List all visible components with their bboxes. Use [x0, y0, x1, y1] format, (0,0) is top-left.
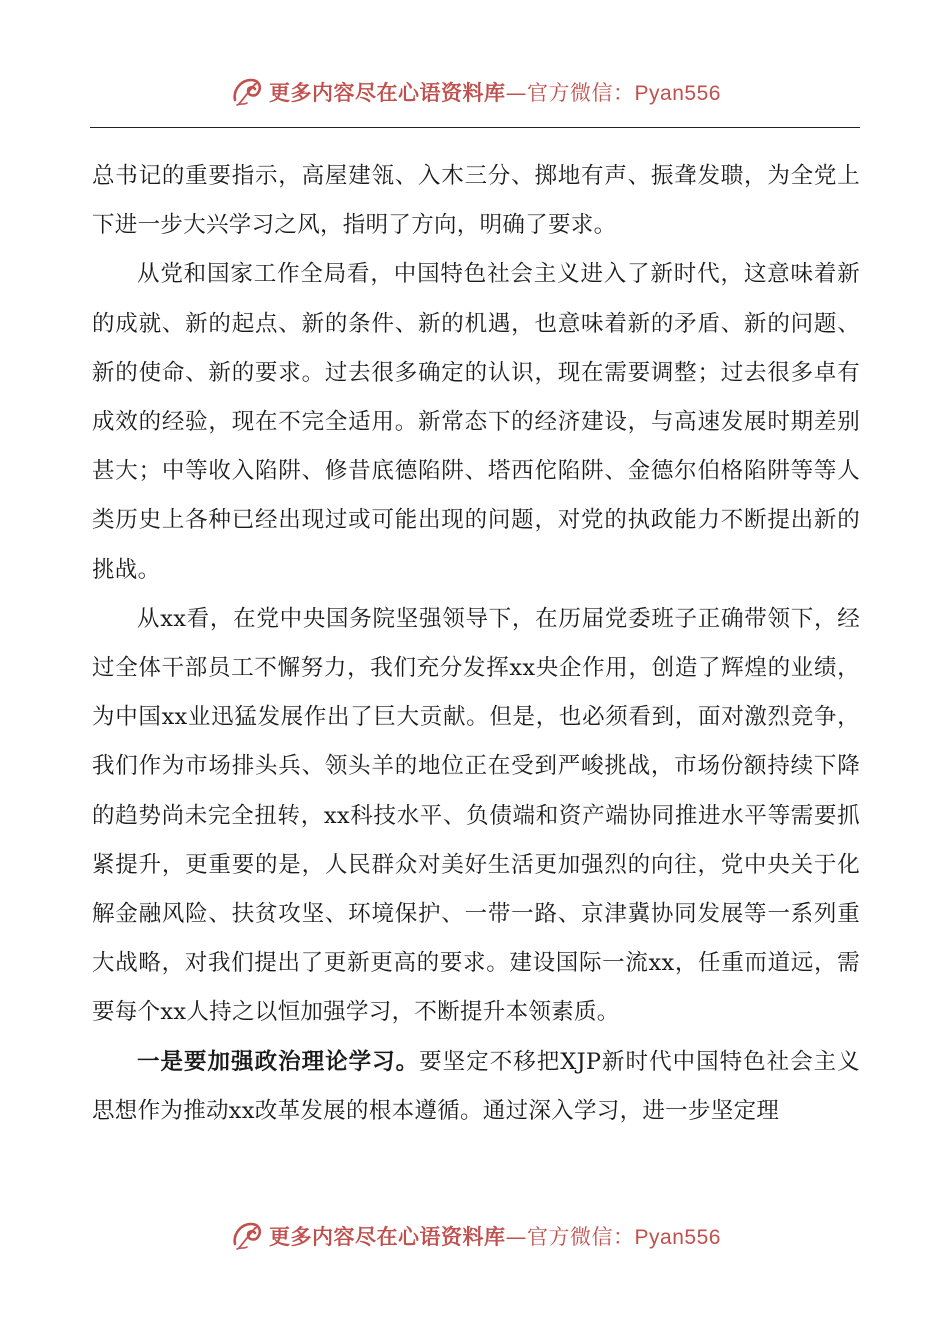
body-paragraph-1: 总书记的重要指示，高屋建瓴、入木三分、掷地有声、振聋发聩，为全党上下进一步大兴学习之风，指明了方向，明确了要求。: [92, 163, 860, 239]
footer-official-text: —官方微信：: [505, 1225, 635, 1249]
body-paragraph-3: 从xx看，在党中央国务院坚强领导下，在历届党委班子正确带领下，经过全体干部员工不懈努力，我们充分发挥xx央企作用，创造了辉煌的业绩，为中国xx业迅猛发展作出了巨大贡献。但是，也必须看到，面对激烈竞争，我们作为市场排头兵、领头羊的地位正在受到严峻挑战，市场份额持续下降的趋势尚未完全扭转，xx科技水平、负债端和资产端协同推进水平等需要抓紧提升，更重要的是，人民群众对美好生活更加强烈的向往，党中央关于化解金融风险、扶贫攻坚、环境保护、一带一路、京津冀协同发展等一系列重大战略，对我们提出了更新更高的要求。建设国际一流xx，任重而道远，需要每个xx人持之以恒加强学习，不断提升本领素质。: [92, 605, 860, 1026]
section-lead-text: 要坚定不移把XJP新时代中国特色社会主义思想作为推动xx改革发展的根本遵循。通过深入学习，进一步坚定理: [92, 1048, 860, 1124]
body-paragraph-4: [92, 1038, 860, 1136]
header-official-text: —官方微信：: [505, 81, 635, 105]
footer-library-text: 更多内容尽在心语资料库: [269, 1224, 506, 1249]
footer-watermark: [0, 1214, 950, 1258]
footer-watermark-text: [269, 1221, 721, 1251]
body-paragraph-2: 从党和国家工作全局看，中国特色社会主义进入了新时代，这意味着新的成就、新的起点、新的条件、新的机遇，也意味着新的矛盾、新的问题、新的使命、新的要求。过去很多确定的认识，现在需要调整；过去很多卓有成效的经验，现在不完全适用。新常态下的经济建设，与高速发展时期差别甚大；中等收入陷阱、修昔底德陷阱、塔西佗陷阱、金德尔伯格陷阱等等人类历史上各种已经出现过或可能出现的问题，对党的执政能力不断提出新的挑战。: [92, 261, 860, 583]
section-lead-heading: 一是要加强政治理论学习。: [137, 1048, 420, 1075]
quill-swirl-logo-icon: [229, 1218, 265, 1254]
header-watermark-text: [269, 77, 721, 107]
header-watermark: [0, 70, 950, 114]
document-body: [92, 152, 860, 1136]
footer-wechat-id: Pyan556: [634, 1226, 721, 1249]
header-divider: [90, 127, 860, 128]
header-library-text: 更多内容尽在心语资料库: [269, 80, 506, 105]
quill-swirl-logo-icon: [229, 74, 265, 110]
header-wechat-id: Pyan556: [634, 82, 721, 105]
